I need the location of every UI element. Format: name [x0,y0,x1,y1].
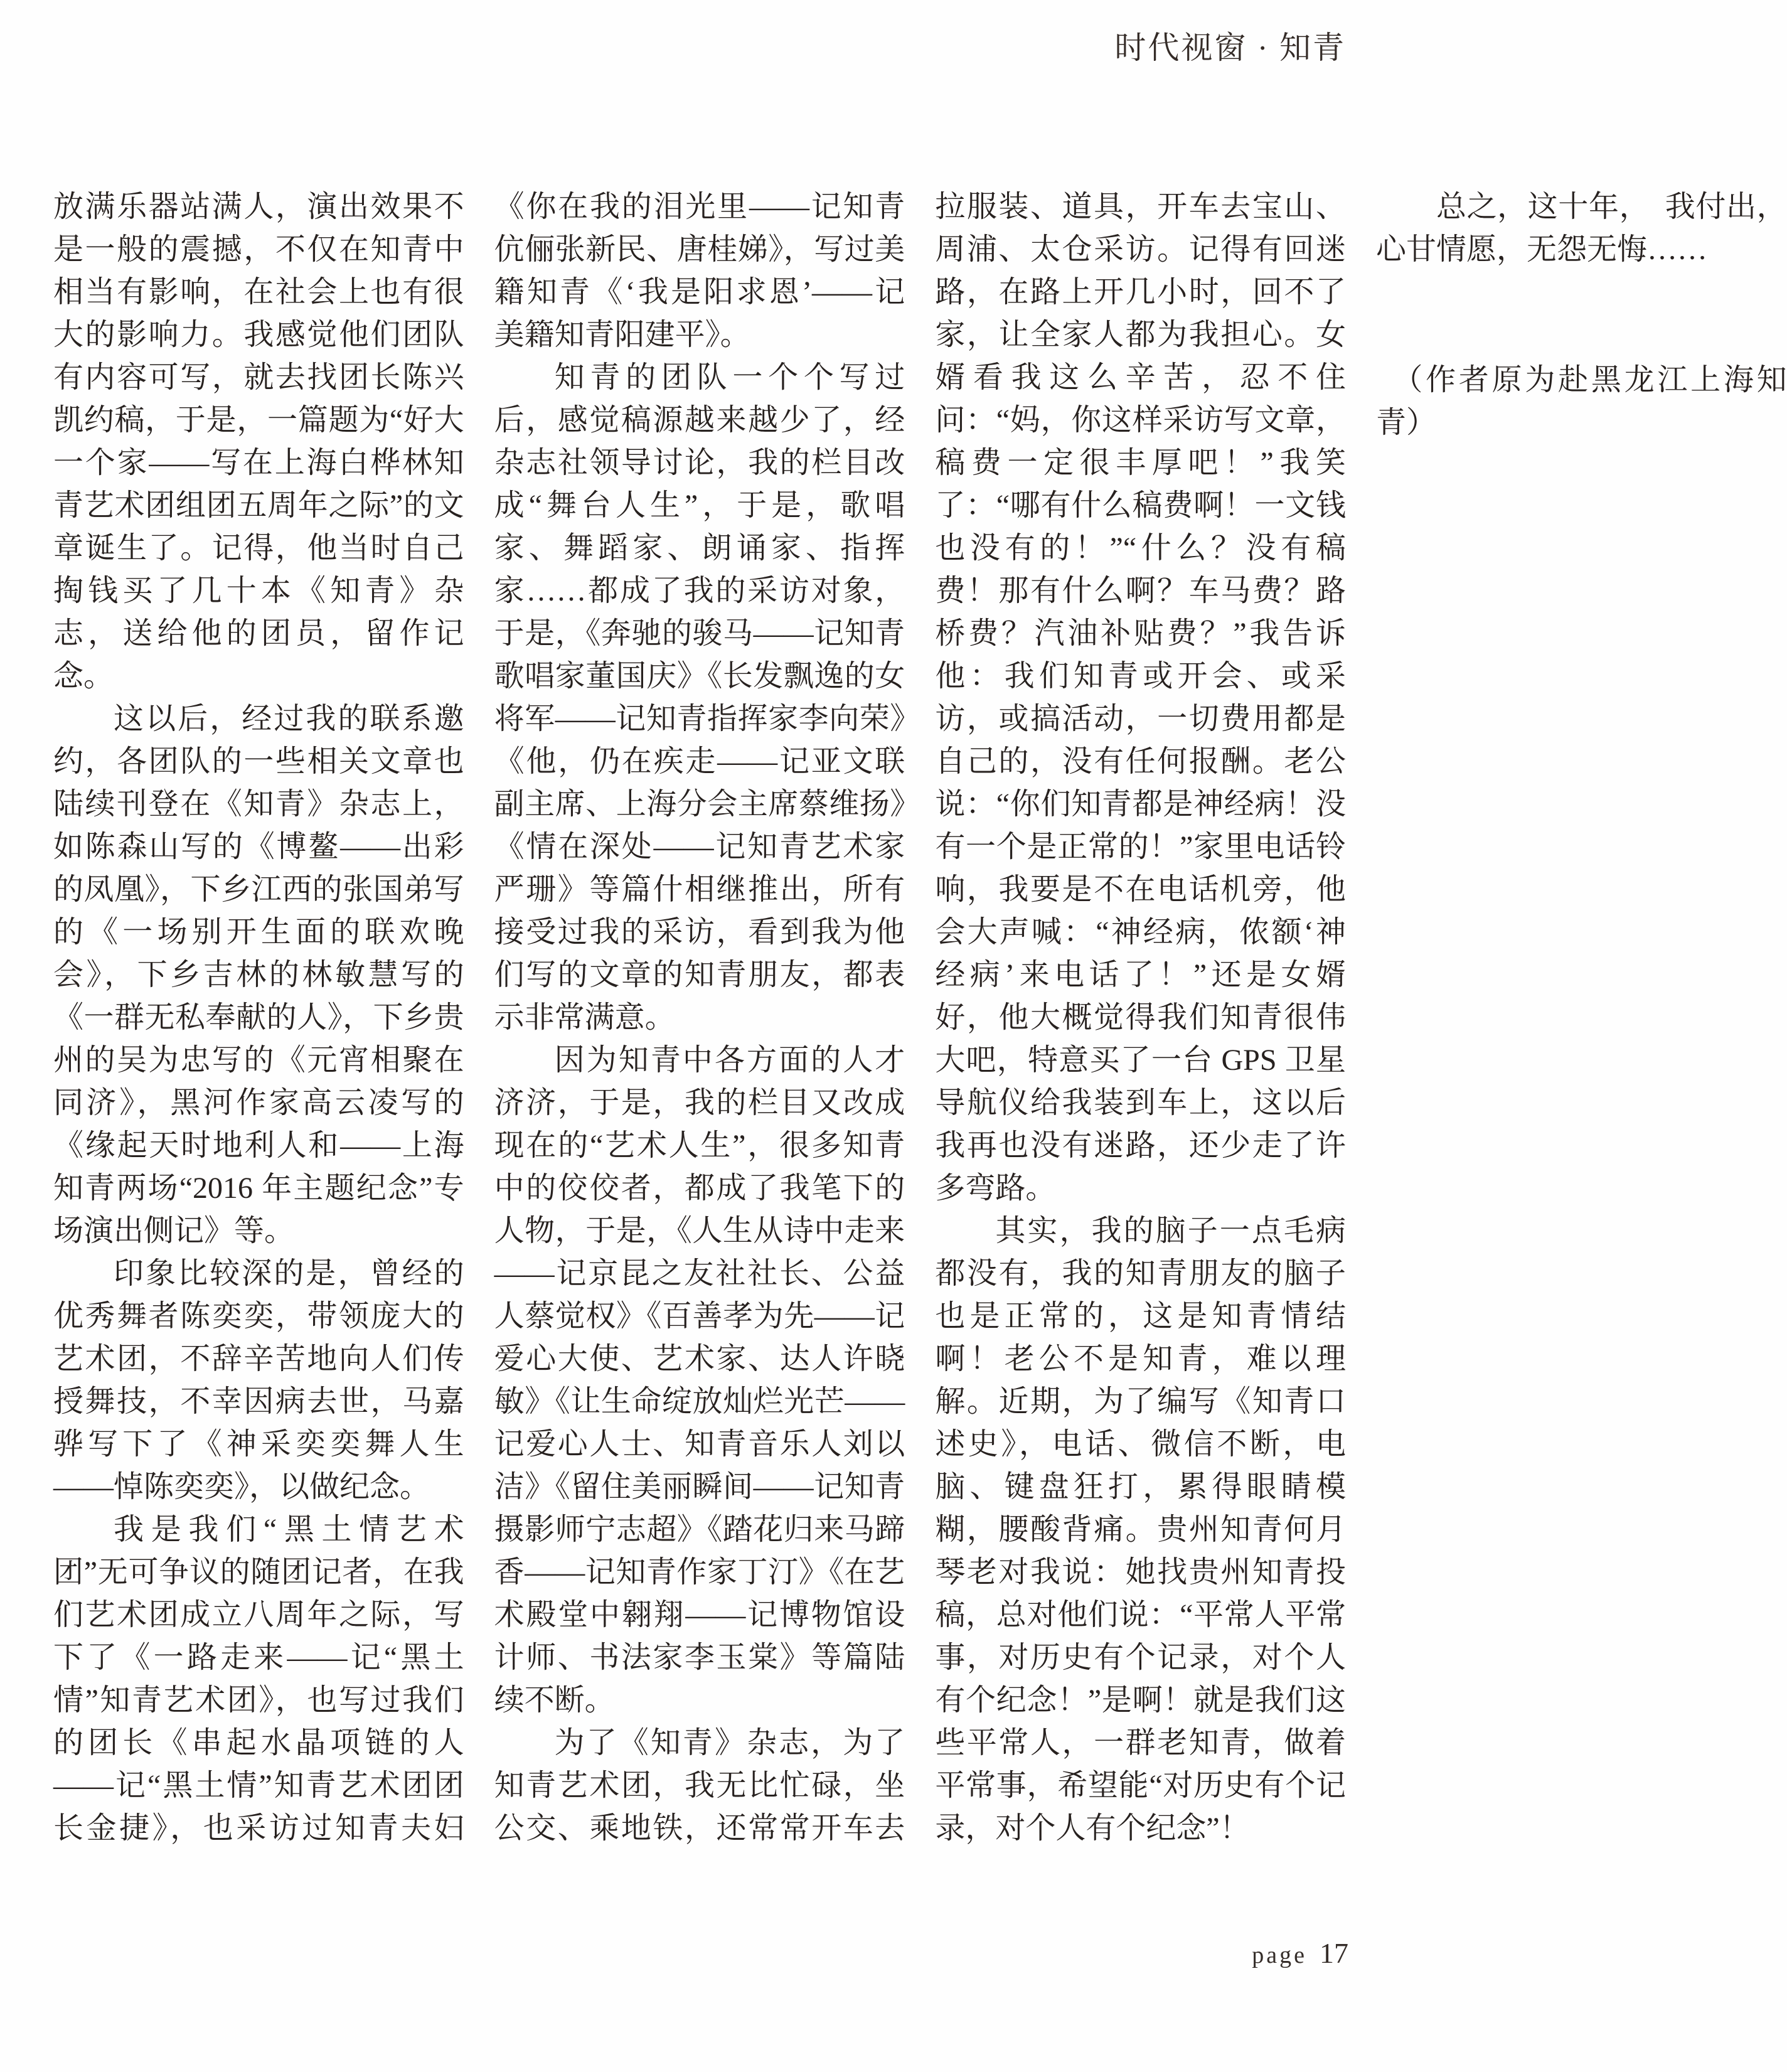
article-paragraph: 其实，我的脑子一点毛病都没有，我的知青朋友的脑子也是正常的，这是知青情结啊！老公不是知青，难以理解。近期，为了编写《知青口述史》，电话、微信不断，电脑、键盘狂打，累得眼睛模糊，腰酸背痛。贵州知青何月琴老对我说：她找贵州知青投稿，总对他们说：“平常人平常事，对历史有个记录，对个人有个纪念！”是啊！就是我们这些平常人，一群老知青，做着平常事，希望能“对历史有个记录，对个人有个纪念”！ [935,1214,1346,1845]
article-paragraph: 总之，这十年， 我付出，心甘情愿，无怨无悔…… [1375,190,1787,266]
article-paragraph: 为了《知青》杂志，为了知青艺术团，我无比忙碌，坐公交、乘地铁，还常常开车去拉服装、道具，开车去宝山、周浦、太仓采访。记得有回迷路，在路上开几小时，回不了家，让全家人都为我担心。女婿看我这么辛苦，忍不住问：“妈，你这样采访写文章，稿费一定很丰厚吧！”我笑了：“哪有什么稿费啊！一文钱也没有的！”“什么？没有稿费！那有什么啊？车马费？路桥费？汽油补贴费？”我告诉他：我们知青或开会、或采访，或搞活动，一切费用都是自己的，没有任何报酬。老公说：“你们知青都是神经病！没有一个是正常的！”家里电话铃响，我要是不在电话机旁，他会大声喊：“神经病，侬额‘神经病’来电话了！”还是女婿好，他大概觉得我们知青很伟大吧，特意买了一台 GPS 卫星导航仪给我装到车上，这以后我再也没有迷路，还少走了许多弯路。 [494,190,1346,1845]
article-paragraph: 印象比较深的是，曾经的优秀舞者陈奕奕，带领庞大的艺术团，不辞辛苦地向人们传授舞技，不幸因病去世，马嘉骅写下了《神采奕奕舞人生——悼陈奕奕》，以做纪念。 [53,1257,464,1503]
page-number: 17 [1320,1937,1348,1969]
article-paragraph: 知青的团队一个个写过后，感觉稿源越来越少了，经杂志社领导讨论，我的栏目改成“舞台人生”，于是，歌唱家、舞蹈家、朗诵家、指挥家……都成了我的采访对象，于是，《奔驰的骏马——记知青歌唱家董国庆》《长发飘逸的女将军——记知青指挥家李向荣》《他，仍在疾走——记亚文联副主席、上海分会主席蔡维扬》《情在深处——记知青艺术家严珊》等篇什相继推出，所有接受过我的采访，看到我为他们写的文章的知青朋友，都表示非常满意。 [494,361,905,1034]
article-paragraph: 因为知青中各方面的人才济济，于是，我的栏目又改成现在的“艺术人生”，很多知青中的佼佼者，都成了我笔下的人物，于是，《人生从诗中走来——记京昆之友社社长、公益人蔡觉权》《百善孝为先——记爱心大使、艺术家、达人许晓敏》《让生命绽放灿烂光芒——记爱心人士、知青音乐人刘以洁》《留住美丽瞬间——记知青摄影师宁志超》《踏花归来马蹄香——记知青作家丁汀》《在艺术殿堂中翱翔——记博物馆设计师、书法家李玉棠》等篇陆续不断。 [494,1044,905,1717]
article-paragraph: 我是我们“黑土情艺术团”无可争议的随团记者，在我们艺术团成立八周年之际，写下了《一路走来——记“黑土情”知青艺术团》，也写过我们的团长《串起水晶项链的人——记“黑土情”知青艺术团团长金捷》，也采访过知青夫妇《你在我的泪光里——记知青伉俪张新民、唐桂娣》，写过美籍知青《‘我是阳求恩’——记美籍知青阳建平》。 [53,190,905,1845]
page-footer [1252,1936,1348,1970]
page-header [1114,29,1346,67]
article-body [53,186,1787,1860]
author-note: （作者原为赴黑龙江上海知青） [1375,363,1787,439]
section-title: 时代视窗 · 知青 [1114,30,1346,65]
page-label: page [1252,1942,1307,1968]
article-paragraph: 这以后，经过我的联系邀约，各团队的一些相关文章也陆续刊登在《知青》杂志上，如陈森山写的《博鳌——出彩的凤凰》，下乡江西的张国弟写的《一场别开生面的联欢晚会》，下乡吉林的林敏慧写的《一群无私奉献的人》，下乡贵州的吴为忠写的《元宵相聚在同济》，黑河作家高云凌写的《缘起天时地利人和——上海知青两场“2016 年主题纪念”专场演出侧记》等。 [53,702,464,1247]
article-paragraph: 放满乐器站满人，演出效果不是一般的震撼，不仅在知青中相当有影响，在社会上也有很大的影响力。我感觉他们团队有内容可写，就去找团长陈兴凯约稿，于是，一篇题为“好大一个家——写在上海白桦林知青艺术团组团五周年之际”的文章诞生了。记得，他当时自己掏钱买了几十本《知青》杂志，送给他的团员，留作记念。 [53,190,464,693]
